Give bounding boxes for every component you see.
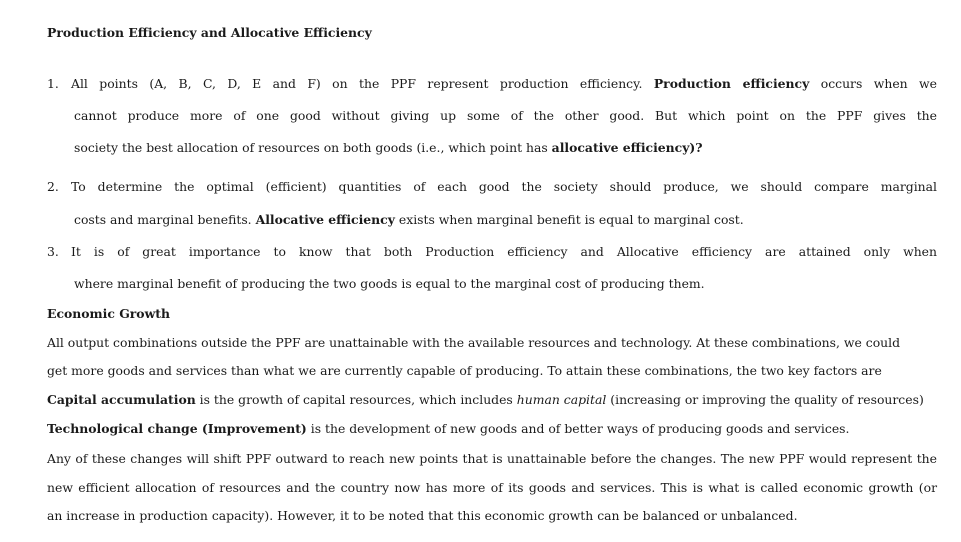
item-1-line-3-bold: allocative efficiency)? — [551, 140, 703, 155]
section-heading-economic-growth: Economic Growth — [47, 306, 170, 321]
item-2-number: 2. — [47, 179, 59, 194]
growth-paragraph-1-line-1: All output combinations outside the PPF are unattainable with the available resources and technology. At these combinations, we could — [47, 335, 901, 350]
growth-paragraph-2-line-2: new efficient allocation of resources and the country now has more of its goods and services. This is what is called economic growth (or — [47, 480, 937, 495]
item-1-line-3 — [74, 140, 937, 156]
item-2-text: costs and marginal benefits. — [74, 212, 252, 227]
page-title: Production Efficiency and Allocative Efficiency — [47, 25, 372, 40]
technological-change-text: is the development of new goods and of better ways of producing goods and services. — [310, 421, 850, 436]
item-3-line-2: where marginal benefit of producing the two goods is equal to the marginal cost of producing them. — [74, 276, 705, 291]
growth-paragraph-2-line-3: an increase in production capacity). However, it to be noted that this economic growth can be balanced or unbalanced. — [47, 508, 798, 523]
technological-change-line — [47, 421, 937, 437]
item-2-text-end: exists when marginal benefit is equal to marginal cost. — [398, 212, 744, 227]
item-1-line-2: cannot produce more of one good without giving up some of the other good. But which point on the PPF gives the — [74, 108, 937, 123]
capital-accumulation-line — [47, 392, 937, 408]
growth-paragraph-2-line-1: Any of these changes will shift PPF outward to reach new points that is unattainable before the changes. The new PPF would represent the — [47, 451, 937, 466]
growth-paragraph-1-line-2: get more goods and services than what we are currently capable of producing. To attain these combinations, the two key factors are — [47, 363, 882, 378]
item-2-line-1: To determine the optimal (efficient) quantities of each good the society should produce, we should compare marginal — [71, 179, 937, 194]
human-capital-term: human capital — [516, 392, 607, 407]
item-1-line-3-text: society the best allocation of resources on both goods (i.e., which point has — [74, 140, 548, 155]
item-1-line-1 — [71, 76, 937, 92]
capital-accumulation-text-end: (increasing or improving the quality of resources) — [610, 392, 924, 407]
item-1-number: 1. — [47, 76, 59, 91]
item-2-line-2 — [74, 212, 937, 228]
item-1-bold-term: Production efficiency — [653, 76, 810, 91]
technological-change-term: Technological change (Improvement) — [47, 421, 307, 436]
capital-accumulation-term: Capital accumulation — [47, 392, 196, 407]
item-1-text-end: occurs when we — [820, 76, 937, 91]
capital-accumulation-text: is the growth of capital resources, which includes — [199, 392, 513, 407]
item-3-line-1: It is of great importance to know that both Production efficiency and Allocative efficiency are attained only when — [71, 244, 937, 259]
item-3-number: 3. — [47, 244, 59, 259]
item-2-bold-term: Allocative efficiency — [255, 212, 395, 227]
item-1-text: All points (A, B, C, D, E and F) on the PPF represent production efficiency. — [71, 76, 643, 91]
